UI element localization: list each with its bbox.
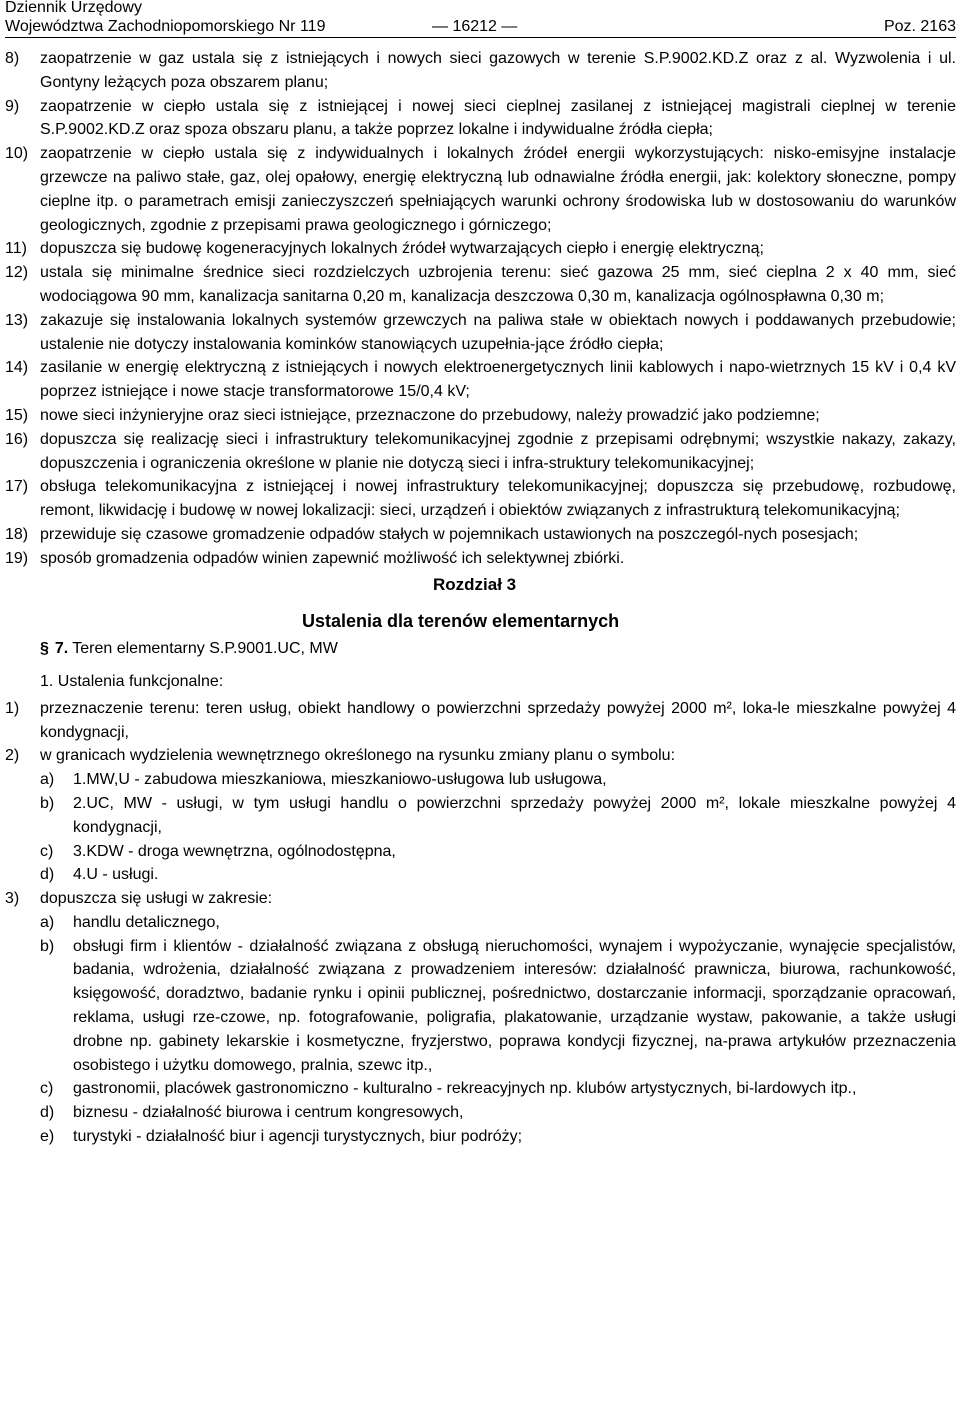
journal-issue: Województwa Zachodniopomorskiego Nr 119 <box>5 18 326 35</box>
item-text: dopuszcza się usługi w zakresie: <box>40 890 273 908</box>
sub-item <box>5 935 956 1078</box>
list-item <box>5 142 956 237</box>
position-number: Poz. 2163 <box>883 18 956 35</box>
sub-item-letter: e) <box>40 1128 55 1146</box>
sub-item-letter: d) <box>40 866 55 884</box>
document-body <box>5 47 956 1149</box>
functional-heading: 1. Ustalenia funkcjonalne: <box>40 672 224 690</box>
sub-item <box>5 792 956 840</box>
paragraph-number: 7. <box>54 640 69 658</box>
sub-item-letter: d) <box>40 1104 55 1122</box>
item-number: 13) <box>5 311 29 329</box>
sub-item <box>5 911 956 935</box>
item-number: 9) <box>5 97 20 115</box>
item-text: zaopatrzenie w gaz ustala się z istniejących i nowych sieci gazowych w terenie S.P.9002.KD.Z oraz z al. Wyzwolenia i ul. Gontyny leżących poza obszarem planu; <box>40 50 956 91</box>
sub-item <box>5 1125 956 1149</box>
sub-item-letter: c) <box>40 842 54 860</box>
item-text: przeznaczenie terenu: teren usług, obiekt handlowy o powierzchni sprzedaży powyżej 2000 m², loka-le mieszkalne powyżej 4 kondygnacji, <box>40 699 956 741</box>
sub-item-text: gastronomii, placówek gastronomiczno - kulturalno - rekreacyjnych np. klubów artystycznych, bi-lardowych itp., <box>73 1080 857 1098</box>
item-text: zaopatrzenie w ciepło ustala się z indywidualnych i lokalnych źródeł energii wykorzystujących: nisko-emisyjne instalacje grzewcze na paliwo stałe, gaz, olej opałowy, energię elektryczną lub odnawialne źródła energii, jak: kolektory słoneczne, pompy cieplne itp. o parametrach emisji zanieczyszczeń spełniających warunki ochrony środowiska lub w dostosowaniu do warunków geologicznych, zgodnie z przepisami prawa geologicznego i górniczego; <box>40 145 956 234</box>
provisions-list <box>5 47 956 571</box>
item-number: 14) <box>5 359 29 377</box>
item-number: 17) <box>5 478 29 496</box>
paragraph-heading <box>5 637 956 661</box>
sub-item-letter: b) <box>40 937 55 955</box>
header-row <box>5 17 956 38</box>
paragraph-title: Teren elementarny S.P.9001.UC, MW <box>72 640 338 658</box>
chapter-heading: Rozdział 3 <box>433 574 517 594</box>
item-text: w granicach wydzielenia wewnętrznego określonego na rysunku zmiany planu o symbolu: <box>40 747 676 765</box>
item-number: 2) <box>5 747 20 765</box>
sub-item <box>5 1101 956 1125</box>
list-item <box>5 697 956 745</box>
item-number: 16) <box>5 430 29 448</box>
item-text: sposób gromadzenia odpadów winien zapewnić możliwość ich selektywnej zbiórki. <box>40 549 625 567</box>
item-number: 11) <box>5 240 27 258</box>
page-header <box>5 0 956 38</box>
list-item <box>5 237 956 261</box>
sub-item <box>5 840 956 864</box>
list-item <box>5 744 956 768</box>
item-number: 15) <box>5 406 29 424</box>
journal-title: Dziennik Urzędowy <box>5 0 142 16</box>
item-number: 18) <box>5 525 29 543</box>
list-item <box>5 95 956 143</box>
item-text: dopuszcza się realizację sieci i infrastruktury telekomunikacyjnej zgodnie z przepisami odrębnymi; wszystkie nakazy, zakazy, dopuszczenia i ograniczenia określone w planie nie dotyczą sieci i infra-struktury telekomunikacyjnej; <box>40 430 956 472</box>
item-text: zakazuje się instalowania lokalnych systemów grzewczych na paliwa stałe w obiektach nowych i poddawanych przebudowie; ustalenie nie dotyczy instalowania kominków stanowiących uzupełnia-jące źródło ciepła; <box>40 311 956 353</box>
item-text: zasilanie w energię elektryczną z istniejących i nowych elektroenergetycznych linii kablowych i napo-wietrznych 15 kV i 0,4 kV poprzez istniejące i nowe stacje transformatorowe 15/0,4 kV; <box>40 359 956 401</box>
item-text: zaopatrzenie w ciepło ustala się z istniejącej i nowej sieci cieplnej zasilanej z istniejącej magistrali cieplnej w terenie S.P.9002.KD.Z oraz spoza obszaru planu, a także poprzez lokalne i indywidualne źródła ciepła; <box>40 97 956 139</box>
sub-item-text: turystyki - działalność biur i agencji turystycznych, biur podróży; <box>73 1128 523 1146</box>
sub-item-letter: b) <box>40 794 55 812</box>
list-item <box>5 547 956 571</box>
sub-item-text: biznesu - działalność biurowa i centrum kongresowych, <box>73 1104 464 1122</box>
item-text: przewiduje się czasowe gromadzenie odpadów stałych w pojemnikach ustawionych na poszczegól-nych posesjach; <box>40 525 859 543</box>
sub-item-text: handlu detalicznego, <box>73 913 220 931</box>
list-item <box>5 356 956 404</box>
list-item <box>5 47 956 95</box>
sub-item <box>5 768 956 792</box>
item-text: ustala się minimalne średnice sieci rozdzielczych uzbrojenia terenu: sieć gazowa 25 mm, sieć cieplna 2 x 40 mm, sieć wodociągowa 90 mm, kanalizacja sanitarna 0,20 m, kanalizacja deszczowa 0,30 m, kanalizacja ogólnospławna 0,30 m; <box>40 264 956 305</box>
list-item <box>5 523 956 547</box>
sub-item-letter: c) <box>40 1080 54 1098</box>
sub-item-text: 3.KDW - droga wewnętrzna, ogólnodostępna, <box>73 842 396 860</box>
list-item <box>5 404 956 428</box>
sub-item-text: 4.U - usługi. <box>73 866 159 884</box>
sub-item-letter: a) <box>40 771 55 789</box>
sub-item-text: 1.MW,U - zabudowa mieszkaniowa, mieszkaniowo-usługowa lub usługowa, <box>73 771 607 789</box>
page-number: — 16212 — <box>432 18 518 35</box>
item-number: 10) <box>5 145 29 163</box>
list-item <box>5 261 956 309</box>
sub-item-text: obsługi firm i klientów - działalność związana z obsługą nieruchomości, wynajem i wypożyczanie, wynajęcie specjalistów, badania, wdrożenia, działalność związana z prowadzeniem interesów: działalność prawnicza, biurowa, rachunkowość, księgowość, doradztwo, badanie rynku i opinii publicznej, pośrednictwo, dostarczanie informacji, sporządzanie opracowań, reklama, usługi rze-czowe, np. fotografowanie, poligrafia, plakatowanie, urządzanie wystaw, pakowanie, a także usługi drobne np. gabinety lekarskie i kosmetyczne, fryzjerstwo, poprawa kondycji fizycznej, na-prawa artykułów przeznaczenia osobistego i użytku domowego, pralnia, szewc itp., <box>73 937 956 1074</box>
sub-item <box>5 1077 956 1101</box>
item-number: 1) <box>5 699 20 717</box>
sub-item-text: 2.UC, MW - usługi, w tym usługi handlu o powierzchni sprzedaży powyżej 2000 m², lokale mieszkalne powyżej 4 kondygnacji, <box>73 794 956 836</box>
item-number: 3) <box>5 890 20 908</box>
list-item <box>5 475 956 523</box>
item-text: dopuszcza się budowę kogeneracyjnych lokalnych źródeł wytwarzających ciepło i energię elektryczną; <box>40 240 764 258</box>
sub-item-letter: a) <box>40 913 55 931</box>
chapter-title: Ustalenia dla terenów elementarnych <box>302 611 620 632</box>
item-number: 19) <box>5 549 29 567</box>
item-number: 8) <box>5 50 20 67</box>
item-text: obsługa telekomunikacyjna z istniejącej i nowej infrastruktury telekomunikacyjnej; dopuszcza się przebudowę, rozbudowę, remont, likwidację i budowę w nowej lokalizacji: sieci, urządzeń i obiektów związanych z infrastrukturą telekomunikacyjną; <box>40 478 956 520</box>
list-item <box>5 887 956 911</box>
sub-item <box>5 863 956 887</box>
item-text: nowe sieci inżynieryjne oraz sieci istniejące, przeznaczone do przebudowy, należy prowadzić jako podziemne; <box>40 406 820 424</box>
item-number: 12) <box>5 264 29 282</box>
list-item <box>5 309 956 357</box>
list-item <box>5 428 956 476</box>
functional-provisions-list <box>5 697 956 1149</box>
section-symbol: § <box>40 640 49 658</box>
